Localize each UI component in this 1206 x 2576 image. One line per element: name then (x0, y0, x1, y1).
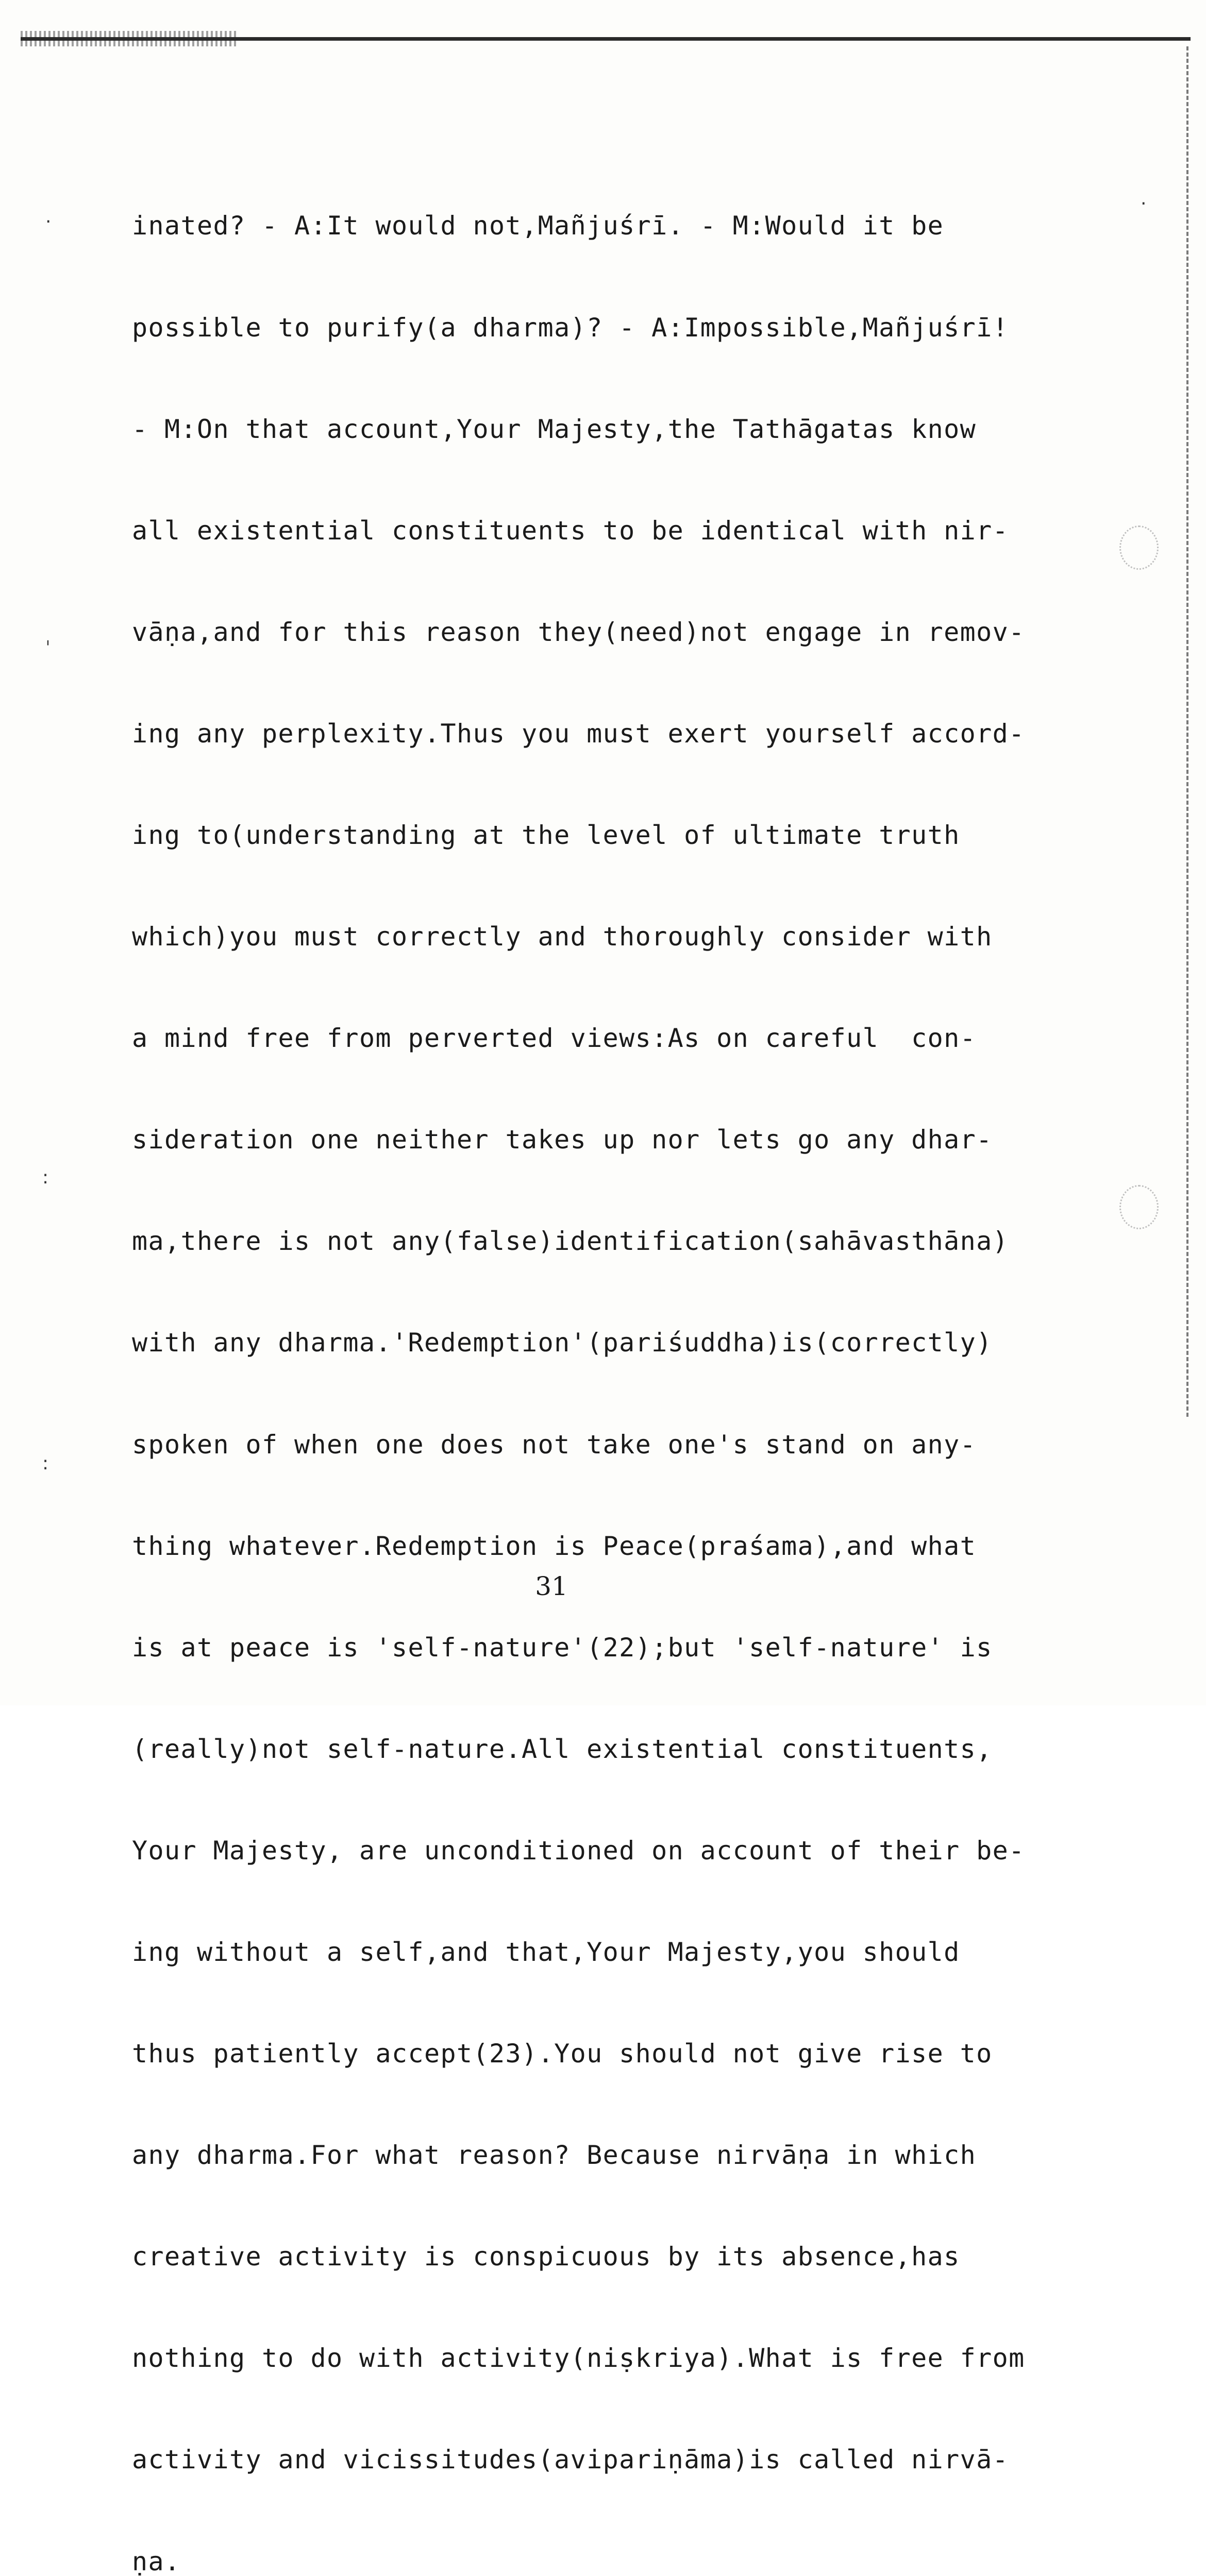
text-line: vāṇa,and for this reason they(need)not engage in remov- (132, 617, 1025, 647)
margin-tick: ˌ (45, 626, 51, 647)
text-line: which)you must correctly and thoroughly consider with (132, 922, 993, 952)
margin-colon: : (42, 1167, 49, 1188)
text-line: thing whatever.Redemption is Peace(praśama),and what (132, 1531, 977, 1561)
text-line: is at peace is 'self-nature'(22);but 'self-nature' is (132, 1632, 993, 1663)
text-line: ing without a self,and that,Your Majesty,you should (132, 1937, 960, 1967)
text-line: any dharma.For what reason? Because nirvāṇa in which (132, 2140, 977, 2171)
text-line: inated? - A:It would not,Mañjuśrī. - M:Would it be (132, 211, 944, 241)
margin-dot: · (45, 211, 52, 232)
text-line: thus patiently accept(23).You should not give rise to (132, 2039, 993, 2069)
text-line: possible to purify(a dharma)? - A:Impossible,Mañjuśrī! (132, 312, 1009, 343)
text-line: all existential constituents to be identical with nir- (132, 515, 1009, 546)
right-margin-rule (1186, 46, 1188, 1417)
page-number: 31 (535, 1571, 568, 1601)
text-line: with any dharma.'Redemption'(pariśuddha)is(correctly) (132, 1328, 993, 1358)
text-line: activity and vicissitudes(avipariṇāma)is called nirvā- (132, 2445, 1009, 2475)
text-line: Your Majesty, are unconditioned on account of their be- (132, 1835, 1025, 1866)
margin-colon: : (42, 1453, 49, 1474)
text-line: creative activity is conspicuous by its absence,has (132, 2242, 960, 2272)
text-line: ing any perplexity.Thus you must exert yourself accord- (132, 718, 1025, 749)
margin-dot: · (1141, 193, 1147, 214)
text-line: nothing to do with activity(niṣkriya).What is free from (132, 2343, 1025, 2374)
scan-blot (1119, 1185, 1159, 1229)
scan-blot (1119, 526, 1159, 570)
text-line: ṇa. (132, 2546, 181, 2576)
text-line: spoken of when one does not take one's stand on any- (132, 1429, 977, 1460)
text-line: ing to(understanding at the level of ultimate truth (132, 820, 960, 850)
text-line: ma,there is not any(false)identification(sahāvasthāna) (132, 1226, 1009, 1257)
top-rule (21, 37, 1191, 41)
text-line: - M:On that account,Your Majesty,the Tathāgatas know (132, 414, 977, 444)
body-text (132, 142, 1070, 2576)
text-line: sideration one neither takes up nor lets go any dhar- (132, 1125, 993, 1155)
text-line: (really)not self-nature.All existential constituents, (132, 1734, 993, 1764)
text-line: a mind free from perverted views:As on careful con- (132, 1023, 977, 1054)
